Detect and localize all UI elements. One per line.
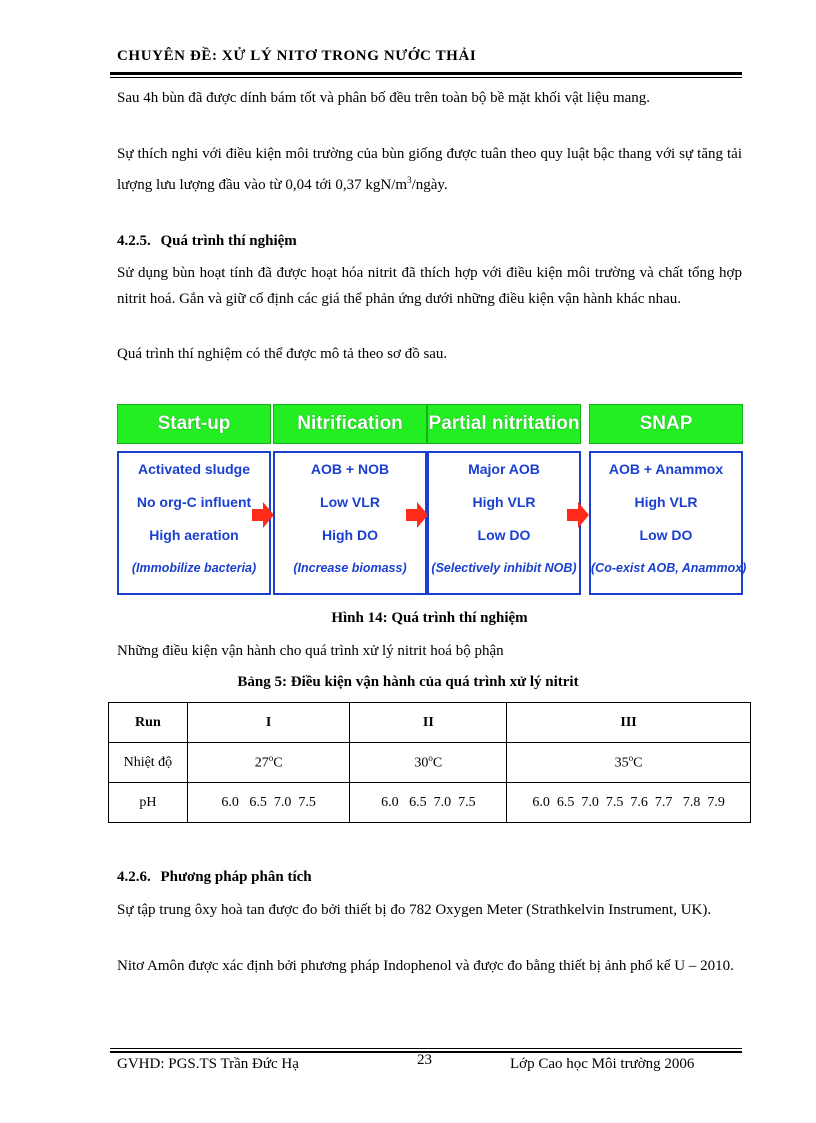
table-cell: 6.0 6.5 7.0 7.5 7.6 7.7 7.8 7.9 <box>507 783 751 823</box>
header-rule-thin <box>110 77 742 78</box>
table-cell: 6.0 6.5 7.0 7.5 <box>350 783 507 823</box>
page-number: 23 <box>417 1052 432 1068</box>
section-title: Phương pháp phân tích <box>160 869 312 885</box>
section-number: 4.2.5. <box>117 233 151 249</box>
footer-rule <box>110 1048 742 1049</box>
table-cell-temp <box>507 743 751 783</box>
temp-unit: C <box>432 755 443 771</box>
stage-line: High aeration <box>149 527 239 543</box>
table-header-row <box>109 703 751 743</box>
paragraph-4: Quá trình thí nghiệm có thể được mô tả theo sơ đồ sau. <box>117 346 448 362</box>
arrow-right-icon <box>252 502 274 528</box>
stage-note: (Co-exist AOB, Anammox) <box>591 561 747 575</box>
stage-box <box>273 451 427 595</box>
paragraph-3: Sử dụng bùn hoạt tính đã được hoạt hóa nitrit đã thích hợp với điều kiện môi trường và chất tổng hợp nitrit hoá. Gắn và giữ cố định các giá thể phản ứng dưới những điều kiện vận hành khác nhau. <box>117 265 742 307</box>
paragraph-5: Những điều kiện vận hành cho quá trình xử lý nitrit hoá bộ phận <box>117 643 504 659</box>
operating-conditions-table <box>108 702 751 823</box>
table-header-cell: Run <box>109 703 188 743</box>
degree-sup: o <box>268 753 274 764</box>
stage-note: (Selectively inhibit NOB) <box>431 561 577 575</box>
stage-partial-nitritation <box>427 404 581 595</box>
table-cell: pH <box>109 783 188 823</box>
table-cell-temp <box>187 743 350 783</box>
header-title: CHUYÊN ĐỀ: XỬ LÝ NITƠ TRONG NƯỚC THẢI <box>117 48 477 64</box>
table-cell: 6.0 6.5 7.0 7.5 <box>187 783 350 823</box>
temp-value: 35 <box>614 755 629 771</box>
stage-line: High VLR <box>634 494 698 510</box>
stage-box <box>117 451 271 595</box>
stage-box <box>427 451 581 595</box>
stage-line: Major AOB <box>468 461 540 477</box>
stage-start-up <box>117 404 271 595</box>
paragraph-2-post: /ngày. <box>411 177 448 193</box>
temp-unit: C <box>273 755 283 771</box>
footer-left: GVHD: PGS.TS Trần Đức Hạ <box>117 1056 299 1072</box>
stage-line: Activated sludge <box>137 461 251 477</box>
paragraph-1: Sau 4h bùn đã được dính bám tốt và phân bố đều trên toàn bộ bề mặt khối vật liệu mang. <box>117 90 651 106</box>
stage-line: Low DO <box>639 527 693 543</box>
stage-line: Low VLR <box>320 494 380 510</box>
stage-title: Partial nitritation <box>427 404 581 444</box>
stage-title: Nitrification <box>273 404 427 444</box>
section-heading-4-2-5 <box>117 233 297 250</box>
stage-line: High VLR <box>472 494 536 510</box>
temp-value: 30 <box>414 755 429 771</box>
figure-caption: Hình 14: Quá trình thí nghiệm <box>331 610 528 626</box>
degree-sup: o <box>628 753 634 764</box>
stage-line: Low DO <box>477 527 531 543</box>
header-rule <box>110 72 742 75</box>
stage-note: (Immobilize bacteria) <box>131 561 257 575</box>
stage-nitrification <box>273 404 427 595</box>
degree-sup: o <box>428 753 433 764</box>
temp-value: 27 <box>254 755 269 771</box>
table-row <box>109 743 751 783</box>
stage-note: (Increase biomass) <box>293 561 407 575</box>
paragraph-7: Nitơ Amôn được xác định bởi phương pháp Indophenol và được đo bằng thiết bị ảnh phổ kế U – 2010. <box>117 958 734 974</box>
table-header-cell: I <box>187 703 350 743</box>
paragraph-2-text: Sự thích nghi với điều kiện môi trường của bùn giống được tuân theo quy luật bậc thang với sự tăng tải lượng lưu lượng đầu vào từ 0,04 tới 0,37 kgN/m <box>117 146 742 193</box>
footer-right: Lớp Cao học Môi trường 2006 <box>510 1056 695 1072</box>
table-header-cell: III <box>507 703 751 743</box>
paragraph-2-sup: 3 <box>407 175 412 185</box>
section-heading-4-2-6 <box>117 869 312 886</box>
stage-title: SNAP <box>589 404 743 444</box>
stage-line: High DO <box>322 527 378 543</box>
stage-line: AOB + Anammox <box>608 461 724 477</box>
table-caption: Bảng 5: Điều kiện vận hành của quá trình xử lý nitrit <box>237 674 579 690</box>
arrow-right-icon <box>406 502 428 528</box>
paragraph-6: Sự tập trung ôxy hoà tan được đo bởi thiết bị đo 782 Oxygen Meter (Strathkelvin Instrument, UK). <box>117 902 712 918</box>
section-number: 4.2.6. <box>117 869 151 885</box>
temp-unit: C <box>633 755 643 771</box>
stage-box <box>589 451 747 595</box>
stage-title: Start-up <box>117 404 271 444</box>
arrow-right-icon <box>567 502 589 528</box>
stage-line: No org-C influent <box>136 494 252 510</box>
section-title: Quá trình thí nghiệm <box>160 233 297 249</box>
table-row <box>109 783 751 823</box>
process-diagram <box>117 404 745 600</box>
table-header-cell: II <box>350 703 507 743</box>
table-cell-temp <box>350 743 507 783</box>
paragraph-2 <box>117 141 742 198</box>
stage-snap <box>589 404 747 595</box>
table-cell: Nhiệt độ <box>109 743 188 783</box>
stage-line: AOB + NOB <box>310 461 390 477</box>
